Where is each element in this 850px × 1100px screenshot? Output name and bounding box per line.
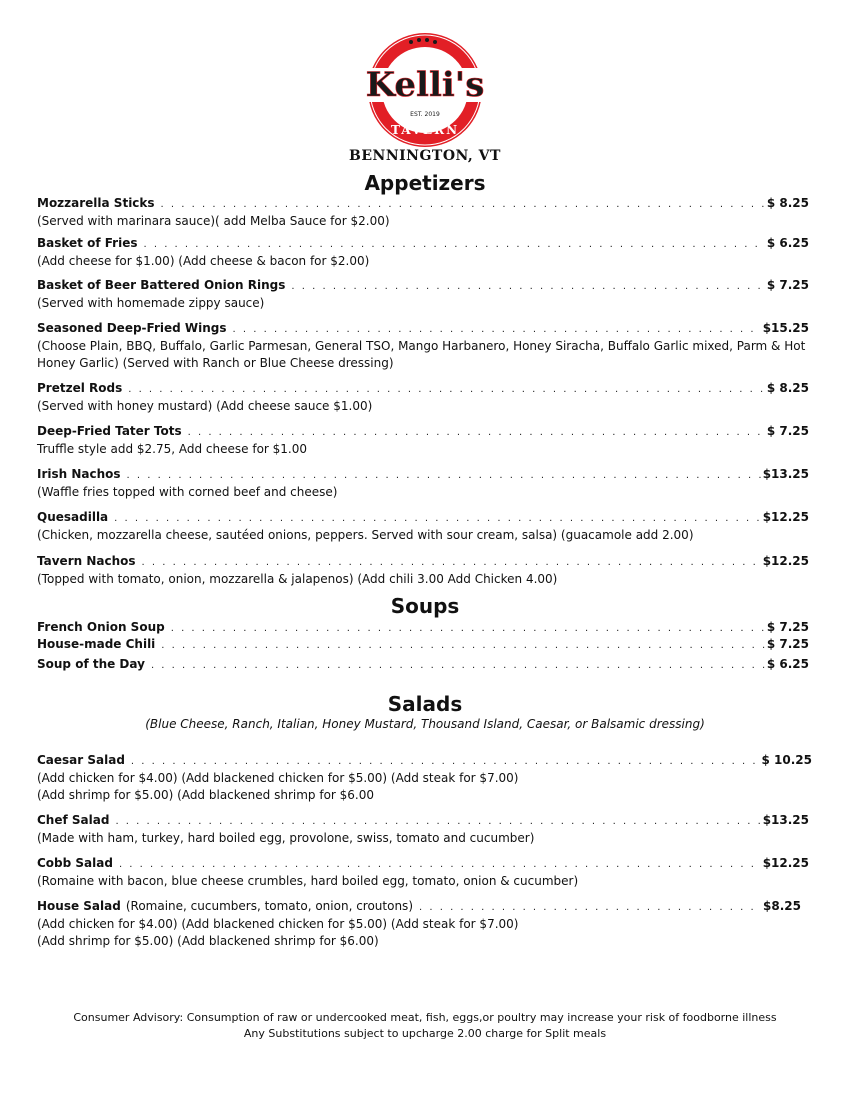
item-description: (Romaine with bacon, blue cheese crumbles, hard boiled egg, tomato, onion & cucumber) (37, 874, 579, 888)
dot-leader (161, 197, 765, 213)
menu-item (37, 277, 809, 312)
tavern-logo (345, 30, 505, 190)
item-price: $15.25 (762, 321, 809, 335)
menu-item (37, 466, 809, 501)
dot-leader (114, 511, 761, 527)
item-price: $ 10.25 (761, 753, 812, 767)
dot-leader (188, 425, 765, 441)
salads-heading: Salads (387, 692, 463, 716)
dot-leader (142, 555, 761, 571)
item-price: $13.25 (762, 467, 809, 481)
menu-item (37, 752, 812, 804)
menu-item (37, 636, 809, 654)
logo-est: EST. 2019 (410, 111, 440, 118)
footer (0, 1010, 850, 1042)
menu-item (37, 553, 809, 588)
dot-leader (128, 382, 765, 398)
item-name: Cobb Salad (37, 856, 113, 870)
dot-leader (419, 900, 761, 916)
item-price: $ 8.25 (766, 381, 809, 395)
menu-item (37, 509, 809, 544)
menu-item (37, 235, 809, 270)
item-inline-description: (Romaine, cucumbers, tomato, onion, croutons) (125, 899, 413, 913)
item-name: Basket of Beer Battered Onion Rings (37, 278, 286, 292)
item-price: $ 6.25 (766, 657, 809, 671)
substitution-note: Any Substitutions subject to upcharge 2.00 charge for Split meals (243, 1027, 607, 1040)
item-description: (Add shrimp for $5.00) (Add blackened shrimp for $6.00) (37, 934, 379, 948)
menu-item (37, 898, 801, 950)
item-price: $ 7.25 (766, 424, 809, 438)
item-description: (Choose Plain, BBQ, Buffalo, Garlic Parmesan, General TSO, Mango Harbanero, Honey Siracha, Buffalo Garlic mixed, Parm & Hot Honey Garlic) (Served with Ranch or Blue Cheese dressing) (37, 339, 806, 370)
logo-brand-name: Kelli's (365, 65, 485, 105)
item-description: (Add cheese for $1.00) (Add cheese & bacon for $2.00) (37, 254, 370, 268)
dot-leader (143, 237, 764, 253)
dot-leader (131, 754, 760, 770)
item-name: Soup of the Day (37, 657, 145, 671)
menu-item (37, 195, 809, 230)
item-name: French Onion Soup (37, 620, 165, 634)
item-name: Caesar Salad (37, 753, 125, 767)
item-description: (Waffle fries topped with corned beef and cheese) (37, 485, 338, 499)
menu-item (37, 855, 809, 890)
item-description: (Served with honey mustard) (Add cheese sauce $1.00) (37, 399, 373, 413)
item-price: $12.25 (762, 554, 809, 568)
menu-item (37, 619, 809, 637)
item-name: Quesadilla (37, 510, 109, 524)
item-price: $13.25 (762, 813, 809, 827)
menu-item (37, 320, 809, 372)
item-name: Tavern Nachos (37, 554, 136, 568)
item-description: (Served with homemade zippy sauce) (37, 296, 265, 310)
dot-leader (171, 621, 765, 637)
item-price: $ 8.25 (766, 196, 809, 210)
item-name: House Salad (37, 899, 121, 913)
item-description: (Topped with tomato, onion, mozzarella & jalapenos) (Add chili 3.00 Add Chicken 4.00) (37, 572, 558, 586)
dot-leader (115, 814, 760, 830)
item-name: House-made Chili (37, 637, 156, 651)
dot-leader (151, 658, 765, 674)
item-price: $ 7.25 (766, 637, 809, 651)
item-name: Mozzarella Sticks (37, 196, 155, 210)
item-name: Seasoned Deep-Fried Wings (37, 321, 227, 335)
consumer-advisory: Consumer Advisory: Consumption of raw or undercooked meat, fish, eggs,or poultry may increase your risk of foodborne illness (73, 1011, 777, 1024)
item-name: Deep-Fried Tater Tots (37, 424, 182, 438)
item-price: $12.25 (762, 856, 809, 870)
dot-leader (119, 857, 761, 873)
menu-item (37, 812, 809, 847)
item-name: Chef Salad (37, 813, 110, 827)
item-price: $8.25 (763, 899, 801, 913)
item-name: Pretzel Rods (37, 381, 123, 395)
item-price: $ 7.25 (766, 278, 809, 292)
location-text: BENNINGTON, VT (349, 148, 501, 164)
item-description: Truffle style add $2.75, Add cheese for $1.00 (37, 442, 308, 456)
soups-heading: Soups (390, 594, 460, 618)
item-description: (Add chicken for $4.00) (Add blackened chicken for $5.00) (Add steak for $7.00) (37, 917, 519, 931)
item-description: (Served with marinara sauce)( add Melba Sauce for $2.00) (37, 214, 390, 228)
menu-item (37, 423, 809, 458)
logo-tavern: TAVERN (390, 123, 460, 137)
item-price: $ 6.25 (766, 236, 809, 250)
dot-leader (161, 638, 765, 654)
dot-leader (233, 322, 761, 338)
dressing-options: (Blue Cheese, Ranch, Italian, Honey Mustard, Thousand Island, Caesar, or Balsamic dressing) (145, 717, 705, 731)
item-price: $ 7.25 (766, 620, 809, 634)
dot-leader (127, 468, 761, 484)
menu-item (37, 656, 809, 674)
item-price: $12.25 (762, 510, 809, 524)
dot-leader (291, 279, 764, 295)
item-description: (Made with ham, turkey, hard boiled egg, provolone, swiss, tomato and cucumber) (37, 831, 535, 845)
appetizers-heading: Appetizers (364, 171, 486, 195)
item-description: (Add chicken for $4.00) (Add blackened chicken for $5.00) (Add steak for $7.00) (37, 771, 519, 785)
menu-item (37, 380, 809, 415)
item-description: (Add shrimp for $5.00) (Add blackened shrimp for $6.00 (37, 788, 375, 802)
item-name: Basket of Fries (37, 236, 138, 250)
item-name: Irish Nachos (37, 467, 121, 481)
item-description: (Chicken, mozzarella cheese, sautéed onions, peppers. Served with sour cream, salsa) (guacamole add 2.00) (37, 528, 694, 542)
